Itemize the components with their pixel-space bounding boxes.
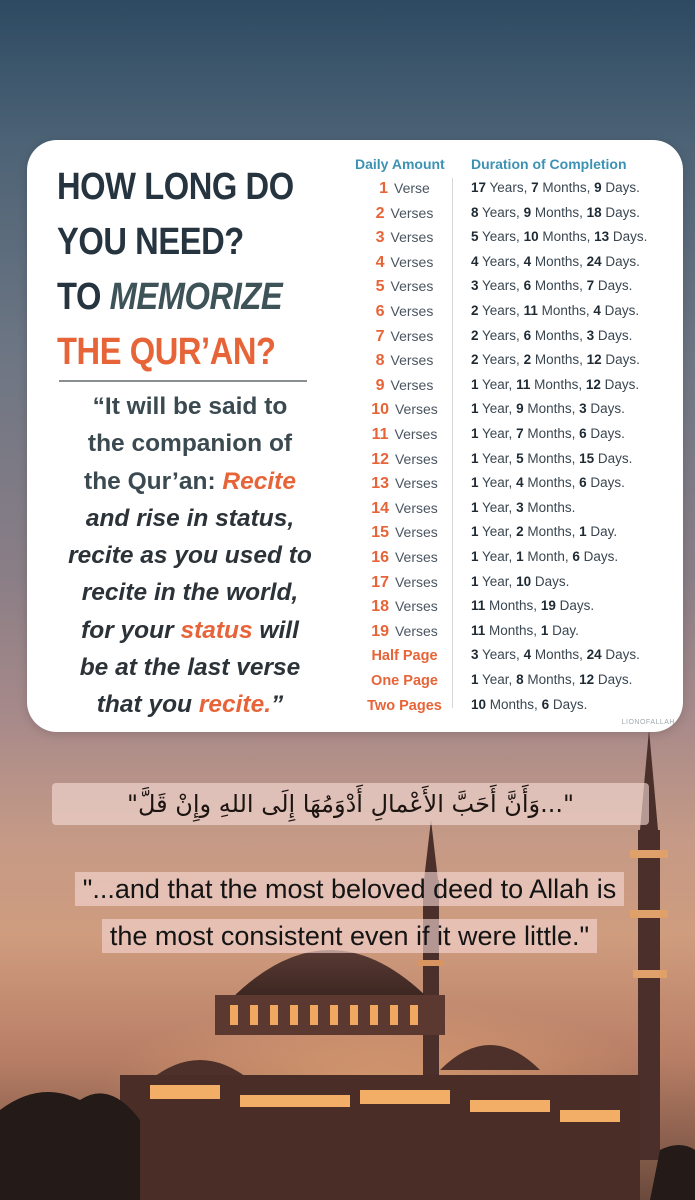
daily-amount-cell bbox=[352, 352, 457, 370]
table-row bbox=[27, 377, 683, 402]
amount-unit: Verses bbox=[394, 426, 438, 442]
amount-unit: Verses bbox=[390, 253, 434, 270]
duration-number: 12 bbox=[586, 352, 602, 368]
duration-unit: Months, bbox=[523, 401, 580, 417]
amount-unit: Verses bbox=[394, 450, 438, 467]
duration-cell bbox=[471, 475, 625, 490]
headline-line-4: THE QUR’AN? bbox=[57, 331, 276, 373]
duration-number: 9 bbox=[523, 204, 532, 220]
amount-number: 8 bbox=[375, 352, 385, 370]
amount-number: 2 bbox=[375, 204, 385, 222]
duration-number: 10 bbox=[516, 573, 532, 589]
amount-number: 12 bbox=[371, 450, 389, 468]
amount-unit: Verses bbox=[390, 303, 434, 319]
duration-unit: Days. bbox=[594, 327, 633, 343]
daily-amount-cell bbox=[352, 623, 457, 641]
headline-line-1: HOW LONG DO bbox=[57, 166, 294, 208]
table-row bbox=[27, 672, 683, 697]
duration-unit: Year, bbox=[478, 376, 517, 392]
amount-unit: Verses bbox=[394, 573, 438, 590]
duration-number: 12 bbox=[579, 672, 595, 687]
duration-number: 6 bbox=[523, 327, 532, 343]
duration-unit: Days. bbox=[586, 401, 625, 417]
duration-unit: Years, bbox=[478, 647, 524, 663]
duration-unit: Years, bbox=[478, 278, 524, 294]
arabic-hadith: "...وَأَنَّ أَحَبَّ الأَعْمالِ أَدْوَمُهَا إِلَى اللهِ وإِنْ قَلَّ" bbox=[52, 783, 649, 825]
duration-cell bbox=[471, 524, 617, 539]
daily-amount-cell bbox=[352, 229, 457, 247]
table-row bbox=[27, 524, 683, 549]
amount-number: 1 bbox=[379, 180, 389, 197]
duration-unit: Years, bbox=[478, 352, 524, 368]
table-row bbox=[27, 598, 683, 623]
duration-unit: Year, bbox=[478, 573, 517, 589]
table-row bbox=[27, 574, 683, 599]
duration-unit: Months, bbox=[523, 450, 580, 466]
duration-unit: Days. bbox=[594, 450, 633, 466]
duration-unit: Days. bbox=[600, 376, 640, 392]
quote-text: will bbox=[252, 616, 299, 644]
duration-unit: Months, bbox=[531, 327, 587, 343]
quote-line: and rise in status, bbox=[85, 504, 295, 532]
duration-unit: Months, bbox=[486, 696, 542, 712]
duration-unit: Years, bbox=[478, 303, 524, 318]
daily-amount-cell bbox=[352, 574, 457, 592]
table-row bbox=[27, 352, 683, 377]
daily-amount-cell bbox=[352, 377, 457, 395]
duration-unit: Days. bbox=[601, 180, 640, 195]
duration-number: 24 bbox=[586, 647, 602, 663]
duration-cell bbox=[471, 426, 625, 441]
daily-amount-cell bbox=[352, 697, 457, 714]
column-header-duration: Duration of Completion bbox=[471, 156, 627, 172]
duration-unit: Day. bbox=[548, 622, 579, 638]
amount-unit: Verse bbox=[394, 180, 430, 196]
amount-number: Two Pages bbox=[367, 697, 442, 714]
duration-number: 3 bbox=[471, 647, 479, 663]
duration-number: 8 bbox=[516, 672, 524, 687]
table-row bbox=[27, 549, 683, 574]
table-row bbox=[27, 205, 683, 230]
duration-number: 9 bbox=[594, 180, 602, 195]
amount-unit: Verses bbox=[394, 524, 438, 541]
duration-unit: Days. bbox=[609, 229, 648, 245]
amount-unit: Verses bbox=[394, 549, 438, 565]
duration-number: 2 bbox=[471, 303, 479, 318]
duration-cell bbox=[471, 229, 647, 244]
daily-amount-cell bbox=[352, 254, 457, 272]
duration-unit: Months, bbox=[537, 303, 594, 318]
amount-number: Half Page bbox=[371, 648, 438, 665]
quote-line: “It will be said to bbox=[92, 393, 288, 420]
duration-number: 18 bbox=[586, 204, 602, 220]
amount-number: 19 bbox=[371, 622, 389, 640]
table-row bbox=[27, 254, 683, 279]
duration-unit: Year, bbox=[478, 549, 517, 564]
table-row bbox=[27, 328, 683, 353]
duration-number: 24 bbox=[586, 253, 602, 269]
duration-number: 11 bbox=[471, 622, 486, 638]
amount-number: 10 bbox=[371, 401, 389, 419]
duration-unit: Days. bbox=[549, 696, 588, 712]
duration-unit: Days. bbox=[601, 253, 640, 269]
daily-amount-cell bbox=[352, 524, 457, 542]
daily-amount-cell bbox=[352, 647, 457, 664]
duration-number: 1 bbox=[471, 376, 479, 392]
duration-number: 10 bbox=[523, 229, 539, 245]
amount-number: 3 bbox=[375, 229, 385, 247]
table-row bbox=[27, 180, 683, 205]
duration-number: 15 bbox=[579, 450, 595, 466]
amount-number: 15 bbox=[371, 524, 389, 542]
table-row bbox=[27, 500, 683, 525]
duration-unit: Days. bbox=[586, 426, 625, 441]
amount-number: 6 bbox=[375, 303, 385, 320]
duration-number: 7 bbox=[516, 426, 524, 441]
duration-cell bbox=[471, 500, 575, 515]
translation-line: "...and that the most beloved deed to Allah is bbox=[75, 872, 624, 906]
duration-unit: Year, bbox=[478, 499, 517, 515]
duration-number: 1 bbox=[471, 450, 479, 466]
duration-unit: Months, bbox=[538, 229, 595, 245]
quote-text: that you bbox=[96, 691, 199, 719]
duration-cell bbox=[471, 278, 632, 293]
duration-unit: Months, bbox=[531, 647, 587, 663]
english-translation bbox=[57, 866, 642, 960]
duration-cell bbox=[471, 205, 640, 220]
duration-number: 1 bbox=[471, 426, 479, 441]
duration-unit: Years, bbox=[478, 253, 524, 269]
daily-amount-cell bbox=[352, 500, 457, 518]
duration-unit: Months, bbox=[531, 278, 587, 294]
duration-unit: Days. bbox=[601, 352, 640, 368]
quote-line: the companion of bbox=[87, 430, 293, 458]
duration-number: 4 bbox=[471, 253, 479, 269]
quote-highlight: status bbox=[180, 616, 253, 644]
table-row bbox=[27, 278, 683, 303]
duration-unit: Years, bbox=[478, 229, 524, 245]
duration-unit: Months, bbox=[523, 426, 580, 441]
daily-amount-cell bbox=[352, 328, 457, 346]
amount-unit: Verses bbox=[394, 475, 438, 492]
duration-unit: Year, bbox=[478, 672, 517, 687]
amount-number: One Page bbox=[371, 673, 438, 689]
duration-number: 3 bbox=[579, 401, 587, 417]
quote-line: be at the last verse bbox=[79, 654, 301, 682]
daily-amount-cell bbox=[352, 475, 457, 493]
daily-amount-cell bbox=[352, 401, 457, 419]
amount-number: 13 bbox=[371, 475, 389, 493]
amount-number: 17 bbox=[371, 573, 389, 591]
amount-number: 14 bbox=[371, 499, 389, 517]
duration-number: 6 bbox=[572, 549, 580, 564]
duration-number: 2 bbox=[523, 352, 532, 368]
duration-number: 8 bbox=[471, 204, 479, 220]
amount-unit: Verses bbox=[390, 376, 434, 393]
info-card bbox=[27, 140, 683, 732]
duration-unit: Months, bbox=[538, 180, 595, 195]
duration-unit: Day. bbox=[586, 524, 618, 540]
table-row bbox=[27, 647, 683, 672]
duration-number: 1 bbox=[471, 549, 479, 564]
table-row bbox=[27, 229, 683, 254]
duration-unit: Years, bbox=[486, 180, 532, 195]
duration-unit: Years, bbox=[478, 204, 524, 220]
duration-number: 19 bbox=[540, 598, 556, 614]
duration-number: 1 bbox=[471, 401, 479, 417]
duration-number: 1 bbox=[471, 573, 479, 589]
quote-line: recite in the world, bbox=[81, 579, 299, 607]
duration-number: 3 bbox=[586, 327, 595, 343]
column-header-daily-amount: Daily Amount bbox=[355, 156, 445, 172]
duration-cell bbox=[471, 352, 640, 367]
duration-number: 4 bbox=[523, 647, 532, 663]
duration-number: 6 bbox=[579, 426, 587, 441]
quote-highlight: Recite bbox=[222, 467, 296, 495]
duration-number: 12 bbox=[585, 376, 601, 392]
daily-amount-cell bbox=[352, 180, 457, 198]
amount-unit: Verses bbox=[394, 622, 438, 639]
duration-cell bbox=[471, 697, 587, 712]
amount-number: 11 bbox=[371, 426, 389, 443]
duration-unit: Year, bbox=[478, 426, 517, 441]
duration-unit: Days. bbox=[531, 573, 570, 589]
duration-cell bbox=[471, 303, 639, 318]
translation-line: the most consistent even if it were little." bbox=[102, 919, 597, 953]
amount-number: 9 bbox=[375, 376, 385, 394]
duration-unit: Months, bbox=[523, 475, 580, 491]
daily-amount-cell bbox=[352, 549, 457, 567]
duration-number: 7 bbox=[531, 180, 539, 195]
duration-number: 6 bbox=[579, 475, 587, 491]
duration-number: 1 bbox=[471, 524, 479, 540]
duration-cell bbox=[471, 647, 640, 662]
duration-number: 1 bbox=[471, 672, 479, 687]
duration-cell bbox=[471, 672, 632, 687]
daily-amount-cell bbox=[352, 672, 457, 689]
duration-unit: Year, bbox=[478, 524, 517, 540]
duration-unit: Days. bbox=[594, 278, 633, 294]
table-row bbox=[27, 697, 683, 722]
table-row bbox=[27, 426, 683, 451]
duration-number: 1 bbox=[579, 524, 587, 540]
headline-line-2: YOU NEED? bbox=[57, 221, 244, 263]
watermark: LIONOFALLAH bbox=[621, 719, 675, 726]
duration-cell bbox=[471, 451, 632, 466]
duration-number: 11 bbox=[471, 598, 486, 614]
duration-unit: Years, bbox=[478, 327, 524, 343]
table-row bbox=[27, 303, 683, 328]
duration-number: 2 bbox=[471, 327, 479, 343]
duration-unit: Days. bbox=[601, 204, 640, 220]
duration-number: 2 bbox=[516, 524, 524, 540]
amount-number: 4 bbox=[375, 253, 385, 271]
table-row bbox=[27, 451, 683, 476]
amount-unit: Verses bbox=[390, 229, 434, 246]
daily-amount-cell bbox=[352, 205, 457, 223]
amount-number: 16 bbox=[371, 549, 389, 566]
amount-unit: Verses bbox=[390, 278, 434, 295]
headline-memorize: MEMORIZE bbox=[109, 276, 283, 318]
duration-cell bbox=[471, 254, 640, 269]
amount-number: 7 bbox=[375, 327, 385, 345]
duration-unit: Months, bbox=[485, 598, 541, 614]
duration-unit: Months, bbox=[530, 376, 586, 392]
duration-number: 4 bbox=[593, 303, 601, 318]
duration-number: 11 bbox=[523, 303, 538, 318]
duration-number: 1 bbox=[471, 499, 479, 515]
duration-number: 4 bbox=[516, 475, 524, 491]
duration-unit: Months, bbox=[523, 524, 580, 540]
duration-number: 7 bbox=[586, 278, 595, 294]
duration-unit: Months, bbox=[485, 622, 541, 638]
duration-number: 1 bbox=[540, 622, 549, 638]
duration-cell bbox=[471, 401, 625, 416]
duration-unit: Months, bbox=[531, 253, 587, 269]
duration-unit: Days. bbox=[601, 647, 640, 663]
duration-number: 6 bbox=[523, 278, 532, 294]
duration-unit: Month, bbox=[523, 549, 573, 564]
duration-cell bbox=[471, 623, 579, 638]
headline-to: TO bbox=[57, 276, 110, 318]
duration-unit: Year, bbox=[478, 475, 517, 491]
duration-unit: Days. bbox=[600, 303, 640, 318]
duration-unit: Days. bbox=[594, 672, 633, 687]
amount-unit: Verses bbox=[390, 204, 434, 221]
duration-unit: Days. bbox=[555, 598, 595, 614]
duration-cell bbox=[471, 574, 569, 589]
daily-amount-cell bbox=[352, 598, 457, 616]
amount-unit: Verses bbox=[394, 598, 438, 615]
duration-number: 1 bbox=[471, 475, 479, 491]
quote-text: ” bbox=[271, 691, 284, 719]
duration-number: 17 bbox=[471, 180, 487, 195]
amount-number: 18 bbox=[371, 598, 389, 616]
duration-unit: Days. bbox=[579, 549, 619, 564]
quote-highlight: recite. bbox=[198, 691, 272, 719]
duration-number: 5 bbox=[471, 229, 479, 245]
table-row bbox=[27, 475, 683, 500]
daily-amount-cell bbox=[352, 278, 457, 296]
duration-unit: Year, bbox=[478, 401, 517, 417]
daily-amount-cell bbox=[352, 426, 457, 444]
duration-cell bbox=[471, 377, 639, 392]
table-row bbox=[27, 623, 683, 648]
duration-number: 3 bbox=[471, 278, 479, 294]
duration-unit: Year, bbox=[478, 450, 517, 466]
amount-unit: Verses bbox=[394, 499, 438, 516]
duration-number: 10 bbox=[471, 696, 487, 712]
duration-cell bbox=[471, 328, 632, 343]
amount-number: 5 bbox=[375, 278, 385, 296]
duration-number: 13 bbox=[594, 229, 610, 245]
amount-unit: Verses bbox=[390, 352, 434, 369]
duration-unit: Months, bbox=[531, 204, 587, 220]
quote-line: recite as you used to bbox=[68, 542, 312, 570]
duration-unit: Months. bbox=[523, 499, 576, 515]
duration-number: 11 bbox=[516, 376, 531, 392]
quote-text: the Qur’an: bbox=[84, 467, 223, 495]
duration-unit: Months, bbox=[523, 672, 580, 687]
duration-number: 9 bbox=[516, 401, 524, 417]
duration-cell bbox=[471, 180, 640, 195]
duration-cell bbox=[471, 598, 594, 613]
daily-amount-cell bbox=[352, 303, 457, 321]
duration-unit: Months, bbox=[531, 352, 587, 368]
duration-number: 5 bbox=[516, 450, 524, 466]
amount-unit: Verses bbox=[394, 401, 438, 418]
duration-number: 2 bbox=[471, 352, 479, 368]
duration-unit: Days. bbox=[586, 475, 625, 491]
duration-number: 3 bbox=[516, 499, 524, 515]
quote-text: for your bbox=[81, 616, 181, 644]
daily-amount-cell bbox=[352, 451, 457, 469]
duration-number: 1 bbox=[516, 549, 524, 564]
table-row bbox=[27, 401, 683, 426]
duration-number: 4 bbox=[523, 253, 532, 269]
duration-number: 6 bbox=[541, 696, 550, 712]
amount-unit: Verses bbox=[390, 327, 434, 344]
duration-cell bbox=[471, 549, 618, 564]
